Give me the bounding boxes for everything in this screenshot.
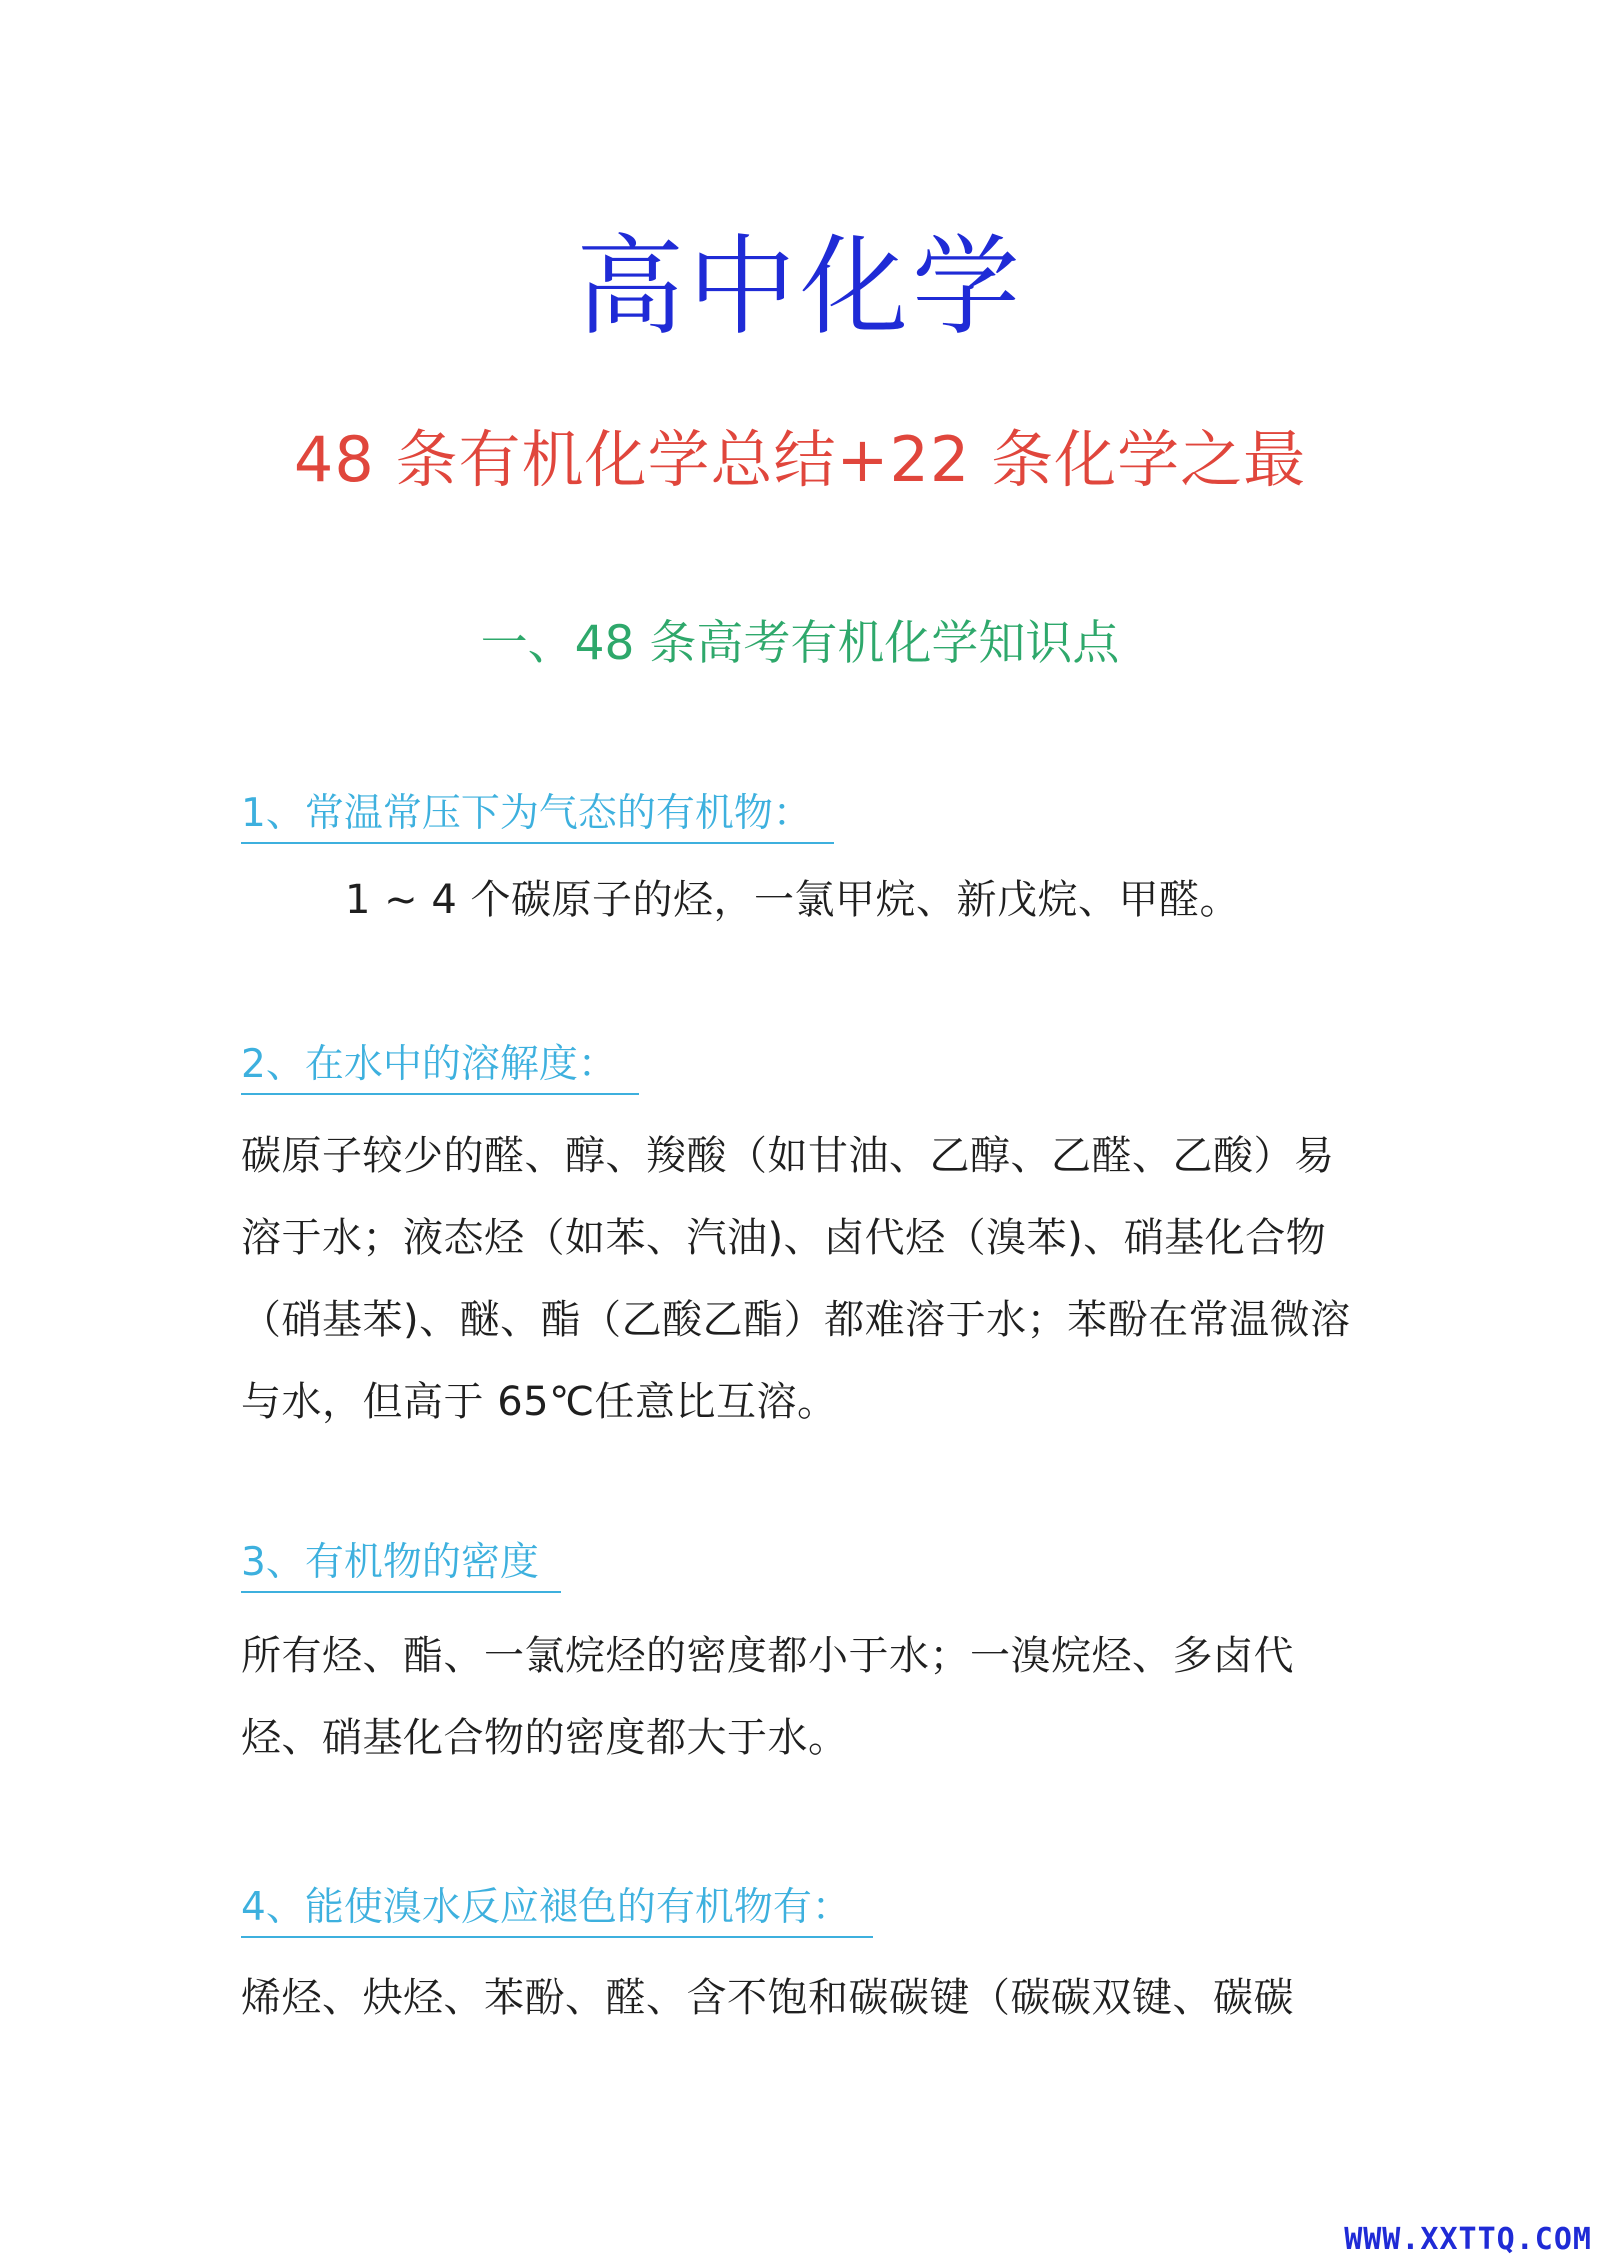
section-heading: 一、48 条高考有机化学知识点: [480, 616, 1120, 671]
item-4-body: 烯烃、炔烃、苯酚、醛、含不饱和碳碳键（碳碳双键、碳碳: [241, 1975, 1294, 2021]
item-4-heading: 4、能使溴水反应褪色的有机物有：: [241, 1880, 873, 1938]
item-2-heading: 2、在水中的溶解度：: [241, 1037, 639, 1095]
item-2-body: 碳原子较少的醛、醇、羧酸（如甘油、乙醇、乙醛、乙酸）易溶于水；液态烃（如苯、汽油)、卤代烃（溴苯)、硝基化合物（硝基苯)、醚、酯（乙酸乙酯）都难溶于水；苯酚在常温微溶与水，但高于 65℃任意比互溶。: [241, 1133, 1351, 1425]
watermark-text: WWW.XXTTQ.COM: [1344, 2222, 1592, 2257]
item-1-heading: 1、常温常压下为气态的有机物：: [241, 786, 834, 844]
page-subtitle: 48 条有机化学总结+22 条化学之最: [293, 423, 1307, 496]
page-title: 高中化学: [575, 225, 1024, 350]
item-1-body: 1 ~ 4 个碳原子的烃，一氯甲烷、新戊烷、甲醛。: [345, 877, 1241, 923]
item-3-body: 所有烃、酯、一氯烷烃的密度都小于水；一溴烷烃、多卤代烃、硝基化合物的密度都大于水。: [241, 1633, 1294, 1761]
item-3-heading: 3、有机物的密度: [241, 1535, 561, 1593]
